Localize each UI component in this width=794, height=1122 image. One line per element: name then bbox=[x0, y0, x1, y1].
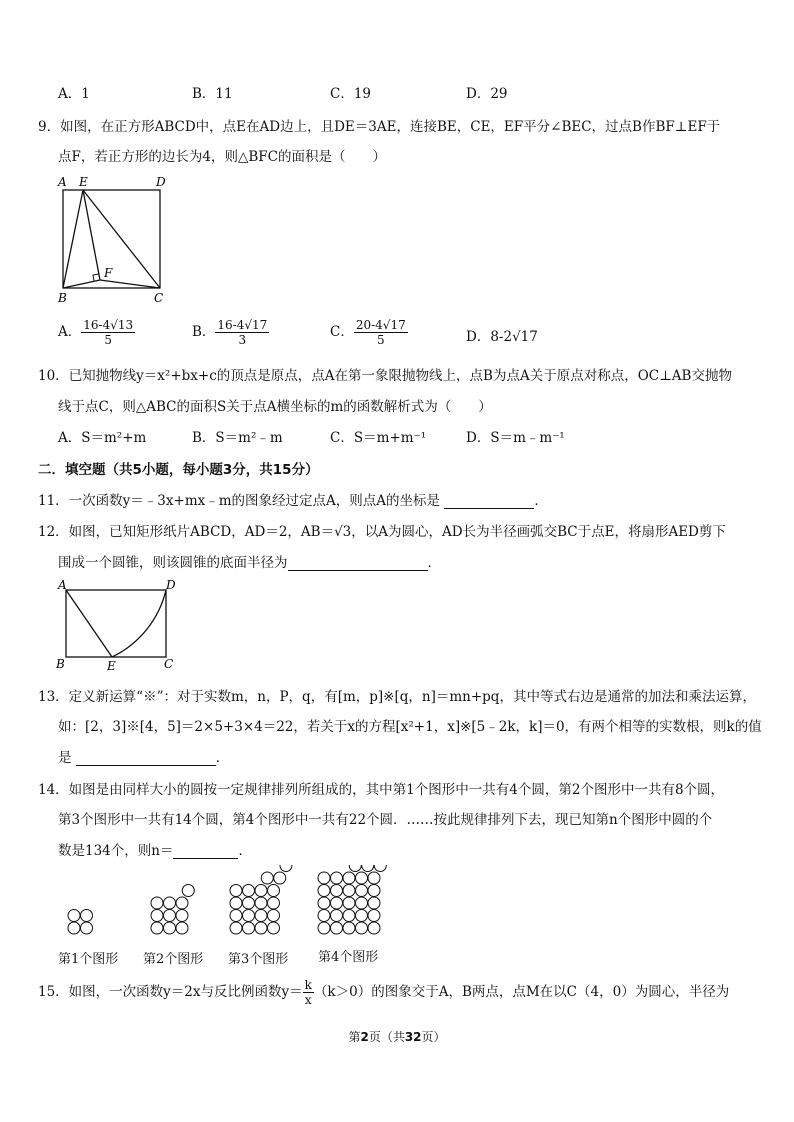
q14-circle-patterns bbox=[60, 865, 400, 935]
pattern-circle bbox=[349, 865, 361, 872]
q12-label-a: A bbox=[58, 578, 67, 592]
pattern-circle bbox=[318, 885, 330, 897]
q14-text-line3: 数是134个，则n＝ ． bbox=[58, 843, 252, 859]
pattern-circle bbox=[368, 885, 380, 897]
q8-option-d: D．29 bbox=[466, 86, 508, 102]
pattern-circle bbox=[368, 910, 380, 922]
pattern-circle bbox=[81, 922, 93, 934]
pattern-circle bbox=[81, 910, 93, 922]
q14-caption-1: 第1个图形 bbox=[58, 952, 119, 967]
pattern-circle bbox=[331, 922, 343, 934]
q13-text-line3: 是 ． bbox=[58, 750, 230, 766]
q13-text-line2: 如：[2，3]※[4，5]＝2×5+3×4＝22，若关于x的方程[x²+1，x]※[5﹣2k，k]＝0，有两个相等的实数根，则k的值 bbox=[58, 719, 762, 735]
pattern-circle bbox=[255, 885, 267, 897]
pattern-circle bbox=[261, 872, 273, 884]
q12-rectangle-figure bbox=[50, 578, 185, 673]
pattern-circle bbox=[356, 910, 368, 922]
pattern-circle bbox=[255, 910, 267, 922]
q9-option-c: C． $\frac{20-4√17}{5}$ bbox=[330, 318, 406, 347]
q12-text-line1: 12．如图，已知矩形纸片ABCD，AD＝2，AB＝√3，以A为圆心，AD长为半径画弧交BC于点E，将扇形AED剪下 bbox=[38, 524, 726, 540]
pattern-circle bbox=[318, 897, 330, 909]
pattern-circle bbox=[268, 910, 280, 922]
q9-label-d: D bbox=[156, 175, 166, 189]
q14-caption-2: 第2个图形 bbox=[143, 952, 204, 967]
q8-option-a: A．1 bbox=[58, 86, 90, 102]
q14-caption-4: 第4个图形 bbox=[318, 950, 379, 965]
q9-option-b: B． $\frac{16-4√17}{3}$ bbox=[192, 318, 268, 347]
pattern-circle bbox=[243, 910, 255, 922]
pattern-circle bbox=[182, 885, 194, 897]
section-heading: 二．填空题（共5小题，每小题3分，共15分） bbox=[38, 462, 319, 478]
q9-text-line2: 点F，若正方形的边长为4，则△BFC的面积是（ ） bbox=[58, 149, 386, 165]
pattern-circle bbox=[243, 922, 255, 934]
pattern-circle bbox=[176, 922, 188, 934]
pattern-circle bbox=[255, 897, 267, 909]
q10-text-line1: 10．已知抛物线y＝x²+bx+c的顶点是原点，点A在第一象限抛物线上，点B为点A关于原点对称点，OC⊥AB交抛物 bbox=[38, 368, 732, 384]
q9-text-line1: 9．如图，在正方形ABCD中，点E在AD边上，且DE＝3AE，连接BE，CE，EF平分∠BEC，过点B作BF⊥EF于 bbox=[38, 119, 721, 135]
pattern-circle bbox=[331, 885, 343, 897]
q15-text: 15．如图，一次函数y＝2x与反比例函数y＝ $\frac{k}{x}$ （k＞0）的图象交于A，B两点，点M在以C（4，0）为圆心，半径为 bbox=[38, 978, 730, 1007]
q12-answer-blank[interactable] bbox=[288, 570, 428, 571]
pattern-circle bbox=[176, 897, 188, 909]
pattern-circle bbox=[280, 865, 292, 872]
pattern-circle bbox=[356, 872, 368, 884]
pattern-circle bbox=[230, 910, 242, 922]
pattern-circle bbox=[151, 910, 163, 922]
q14-text-line2: 第3个图形中一共有14个圆，第4个图形中一共有22个圆．……按此规律排列下去，现已知第n个图形中圆的个 bbox=[58, 812, 713, 828]
q14-caption-3: 第3个图形 bbox=[228, 952, 289, 967]
q12-label-d: D bbox=[166, 578, 176, 592]
pattern-circle bbox=[243, 897, 255, 909]
pattern-circle bbox=[343, 910, 355, 922]
pattern-circle bbox=[356, 922, 368, 934]
q9-square-figure bbox=[50, 172, 180, 307]
q12-label-c: C bbox=[164, 657, 174, 671]
pattern-circle bbox=[374, 865, 386, 872]
pattern-circle bbox=[274, 872, 286, 884]
q12-label-e: E bbox=[107, 659, 116, 673]
pattern-circle bbox=[230, 922, 242, 934]
q10-option-a: A．S＝m²+m bbox=[58, 430, 147, 446]
q14-answer-blank[interactable] bbox=[173, 858, 238, 859]
pattern-circle bbox=[230, 885, 242, 897]
pattern-circle bbox=[164, 922, 176, 934]
pattern-circle bbox=[176, 910, 188, 922]
pattern-circle bbox=[318, 872, 330, 884]
q9-option-d: D．8-2√17 bbox=[466, 329, 538, 345]
pattern-circle bbox=[230, 897, 242, 909]
q10-text-line2: 线于点C，则△ABC的面积S关于点A横坐标的m的函数解析式为（ ） bbox=[58, 399, 492, 415]
q10-option-d: D．S＝m﹣m⁻¹ bbox=[466, 430, 565, 446]
q11-text: 11．一次函数y＝﹣3x+mx﹣m的图象经过定点A，则点A的坐标是 ． bbox=[38, 493, 548, 509]
pattern-circle bbox=[151, 922, 163, 934]
q12-text-line2: 围成一个圆锥，则该圆锥的底面半径为 ． bbox=[58, 555, 441, 571]
pattern-circle bbox=[243, 885, 255, 897]
q9-label-f: F bbox=[104, 266, 113, 280]
pattern-circle bbox=[331, 897, 343, 909]
pattern-circle bbox=[68, 922, 80, 934]
q12-label-b: B bbox=[56, 657, 65, 671]
q13-answer-blank[interactable] bbox=[76, 765, 216, 766]
pattern-circle bbox=[362, 865, 374, 872]
pattern-circle bbox=[343, 897, 355, 909]
pattern-circle bbox=[318, 922, 330, 934]
pattern-circle bbox=[68, 910, 80, 922]
pattern-circle bbox=[343, 872, 355, 884]
q10-option-b: B．S＝m²﹣m bbox=[192, 430, 283, 446]
q13-text-line1: 13．定义新运算“※”：对于实数m，n，P，q，有[m，p]※[q，n]＝mn+pq，其中等式右边是通常的加法和乘法运算， bbox=[38, 689, 756, 705]
q11-answer-blank[interactable] bbox=[444, 508, 534, 509]
pattern-circle bbox=[164, 910, 176, 922]
pattern-circle bbox=[268, 885, 280, 897]
q8-option-c: C．19 bbox=[330, 86, 372, 102]
page-footer: 第2页（共32页） bbox=[348, 1030, 446, 1044]
pattern-circle bbox=[164, 897, 176, 909]
pattern-circle bbox=[343, 885, 355, 897]
pattern-circle bbox=[318, 910, 330, 922]
pattern-circle bbox=[368, 897, 380, 909]
q9-label-b: B bbox=[58, 291, 67, 305]
pattern-circle bbox=[331, 872, 343, 884]
q9-label-a: A bbox=[58, 175, 67, 189]
pattern-circle bbox=[356, 897, 368, 909]
q8-option-b: B．11 bbox=[192, 86, 233, 102]
pattern-circle bbox=[255, 922, 267, 934]
pattern-circle bbox=[368, 872, 380, 884]
pattern-circle bbox=[356, 885, 368, 897]
pattern-circle bbox=[268, 897, 280, 909]
pattern-circle bbox=[268, 922, 280, 934]
q9-option-a: A． $\frac{16-4√13}{5}$ bbox=[58, 318, 134, 347]
pattern-circle bbox=[368, 922, 380, 934]
q10-option-c: C．S＝m+m⁻¹ bbox=[330, 430, 427, 446]
pattern-circle bbox=[331, 910, 343, 922]
pattern-circle bbox=[151, 897, 163, 909]
q14-text-line1: 14．如图是由同样大小的圆按一定规律排列所组成的，其中第1个图形中一共有4个圆，第2个图形中一共有8个圆， bbox=[38, 782, 725, 798]
q9-label-c: C bbox=[154, 291, 164, 305]
q9-label-e: E bbox=[79, 175, 88, 189]
pattern-circle bbox=[343, 922, 355, 934]
